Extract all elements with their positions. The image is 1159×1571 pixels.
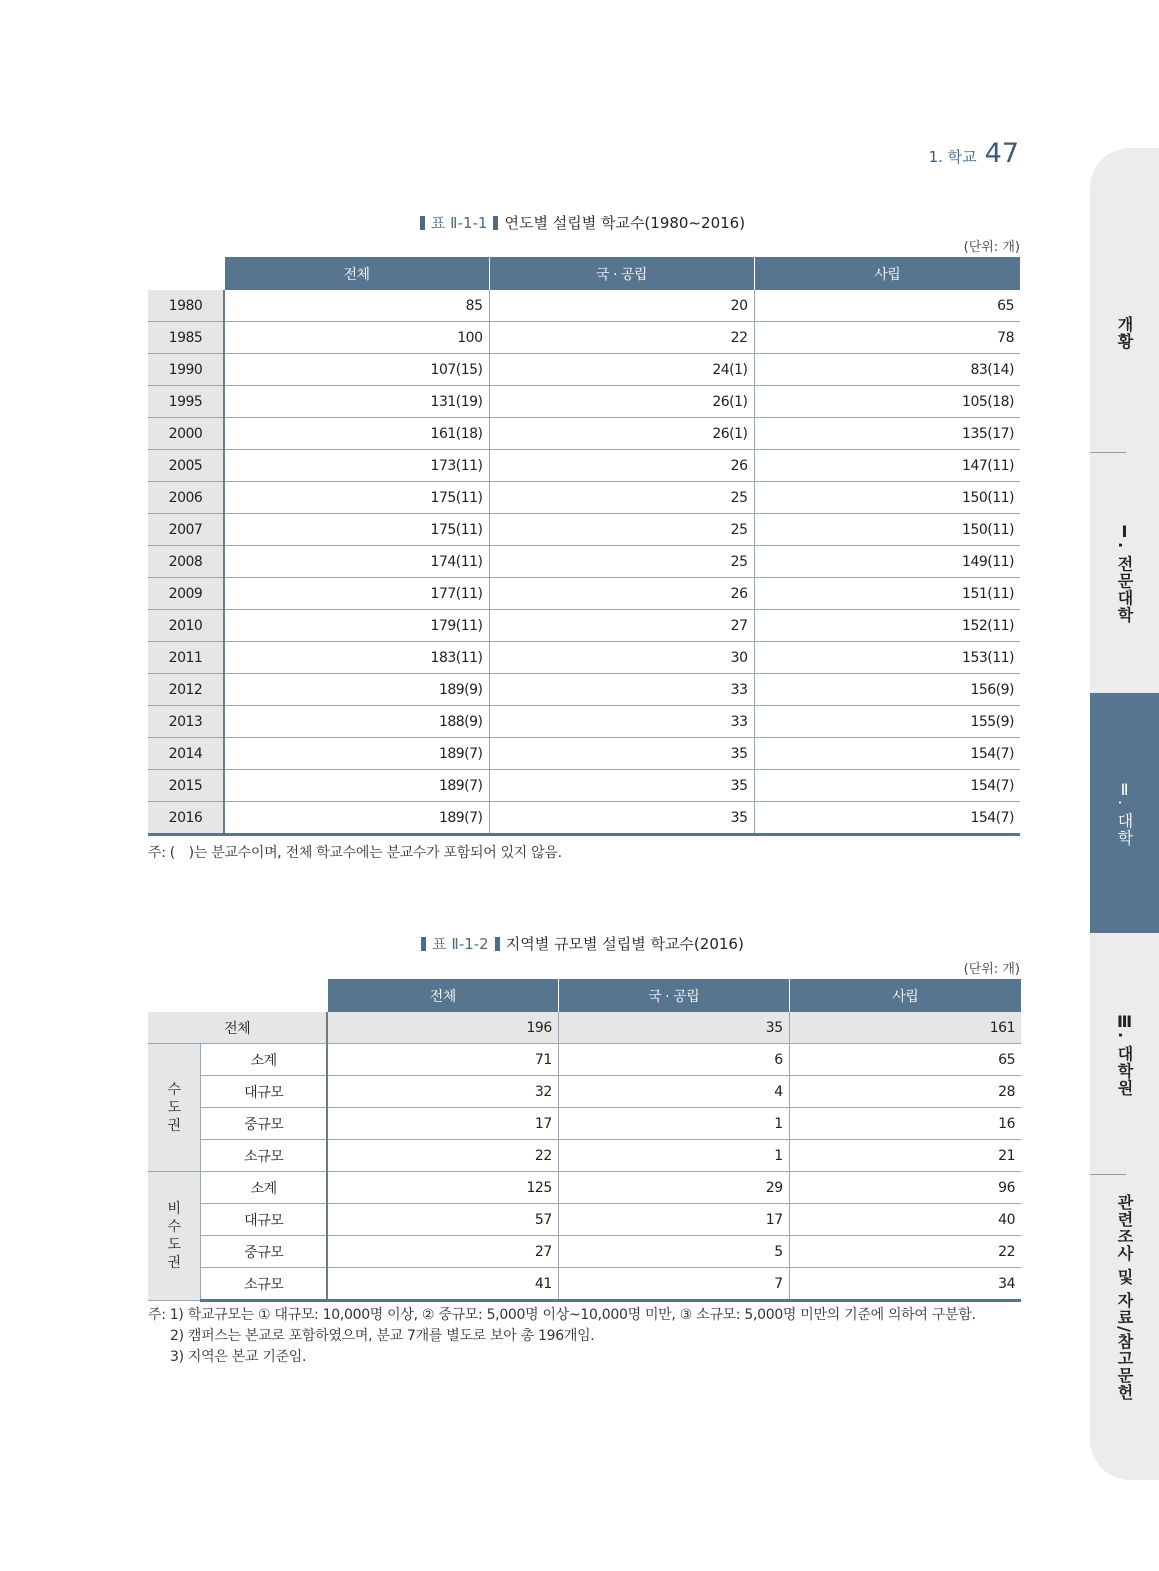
region-label: 비수도권 <box>148 1172 200 1301</box>
table-row <box>148 290 1020 322</box>
value-cell: 71 <box>327 1044 558 1076</box>
value-cell: 24(1) <box>489 354 754 386</box>
table-row <box>148 450 1020 482</box>
year-cell: 2000 <box>148 418 224 450</box>
value-cell: 150(11) <box>754 482 1020 514</box>
table-row <box>148 1204 1021 1236</box>
value-cell: 156(9) <box>754 674 1020 706</box>
value-cell: 65 <box>789 1044 1021 1076</box>
value-cell: 34 <box>789 1268 1021 1301</box>
side-tab-references[interactable]: 관련조사 및 자료/참고문헌 <box>1115 1193 1134 1401</box>
value-cell: 41 <box>327 1268 558 1301</box>
table-row <box>148 514 1020 546</box>
value-cell: 32 <box>327 1076 558 1108</box>
value-cell: 17 <box>327 1108 558 1140</box>
column-header: 전체 <box>327 979 558 1012</box>
table2-note-1: 주: 1) 학교규모는 ① 대규모: 10,000명 이상, ② 중규모: 5,000명 이상~10,000명 미만, ③ 소규모: 5,000명 미만의 기준에 의하여 구분함. <box>148 1307 976 1323</box>
table-row <box>148 386 1020 418</box>
table-row <box>148 1076 1021 1108</box>
value-cell: 78 <box>754 322 1020 354</box>
value-cell: 26 <box>489 578 754 610</box>
column-header: 사립 <box>754 257 1020 290</box>
size-label: 중규모 <box>200 1108 327 1140</box>
table2-caption <box>0 933 1159 954</box>
section-label: 1. 학교 <box>928 148 977 166</box>
value-cell: 175(11) <box>224 514 489 546</box>
value-cell: 27 <box>327 1236 558 1268</box>
year-cell: 2005 <box>148 450 224 482</box>
year-cell: 1990 <box>148 354 224 386</box>
value-cell: 161 <box>789 1012 1021 1044</box>
table-row <box>148 482 1020 514</box>
value-cell: 150(11) <box>754 514 1020 546</box>
table1-note: 주: ( )는 분교수이며, 전체 학교수에는 분교수가 포함되어 있지 않음. <box>148 845 562 861</box>
value-cell: 105(18) <box>754 386 1020 418</box>
value-cell: 152(11) <box>754 610 1020 642</box>
table-row <box>148 674 1020 706</box>
value-cell: 107(15) <box>224 354 489 386</box>
value-cell: 1 <box>558 1140 789 1172</box>
value-cell: 30 <box>489 642 754 674</box>
table2-label: 표 Ⅱ-1-2 <box>432 935 489 953</box>
value-cell: 16 <box>789 1108 1021 1140</box>
year-cell: 2013 <box>148 706 224 738</box>
table-row <box>148 1140 1021 1172</box>
table2-unit: (단위: 개) <box>963 962 1020 977</box>
size-label: 소계 <box>200 1044 327 1076</box>
year-cell: 2006 <box>148 482 224 514</box>
size-label: 대규모 <box>200 1076 327 1108</box>
size-label: 소규모 <box>200 1140 327 1172</box>
year-cell: 2008 <box>148 546 224 578</box>
table2-note-3: 3) 지역은 본교 기준임. <box>170 1349 307 1365</box>
value-cell: 149(11) <box>754 546 1020 578</box>
value-cell: 4 <box>558 1076 789 1108</box>
table-row <box>148 418 1020 450</box>
side-tab-overview[interactable]: 개황 <box>1115 316 1134 350</box>
value-cell: 179(11) <box>224 610 489 642</box>
value-cell: 174(11) <box>224 546 489 578</box>
value-cell: 29 <box>558 1172 789 1204</box>
table1-label: 표 Ⅱ-1-1 <box>430 214 488 232</box>
year-cell: 2012 <box>148 674 224 706</box>
value-cell: 7 <box>558 1268 789 1301</box>
table-row <box>148 354 1020 386</box>
value-cell: 147(11) <box>754 450 1020 482</box>
year-cell: 1995 <box>148 386 224 418</box>
value-cell: 173(11) <box>224 450 489 482</box>
side-tab-university[interactable]: Ⅱ. 대학 <box>1090 693 1159 933</box>
value-cell: 35 <box>489 802 754 835</box>
value-cell: 125 <box>327 1172 558 1204</box>
value-cell: 40 <box>789 1204 1021 1236</box>
value-cell: 20 <box>489 290 754 322</box>
value-cell: 175(11) <box>224 482 489 514</box>
year-cell: 2010 <box>148 610 224 642</box>
value-cell: 25 <box>489 546 754 578</box>
column-header: 사립 <box>789 979 1021 1012</box>
table-row <box>148 642 1020 674</box>
value-cell: 22 <box>327 1140 558 1172</box>
value-cell: 22 <box>489 322 754 354</box>
table-row <box>148 610 1020 642</box>
value-cell: 196 <box>327 1012 558 1044</box>
value-cell: 131(19) <box>224 386 489 418</box>
table1-caption <box>0 212 1159 233</box>
year-cell: 2015 <box>148 770 224 802</box>
year-cell: 1985 <box>148 322 224 354</box>
table-row <box>148 1172 1021 1204</box>
value-cell: 26(1) <box>489 386 754 418</box>
year-cell: 2009 <box>148 578 224 610</box>
table1 <box>148 257 1020 836</box>
value-cell: 85 <box>224 290 489 322</box>
column-header: 국 · 공립 <box>489 257 754 290</box>
value-cell: 28 <box>789 1076 1021 1108</box>
value-cell: 100 <box>224 322 489 354</box>
value-cell: 26 <box>489 450 754 482</box>
value-cell: 27 <box>489 610 754 642</box>
page-number: 47 <box>984 138 1019 169</box>
value-cell: 151(11) <box>754 578 1020 610</box>
table-row <box>148 706 1020 738</box>
value-cell: 17 <box>558 1204 789 1236</box>
value-cell: 189(7) <box>224 770 489 802</box>
side-tab-junior-college[interactable]: Ⅰ. 전문대학 <box>1115 522 1134 624</box>
region-label: 수도권 <box>148 1044 200 1172</box>
table-row <box>148 738 1020 770</box>
size-label: 중규모 <box>200 1236 327 1268</box>
year-cell: 1980 <box>148 290 224 322</box>
table-row <box>148 322 1020 354</box>
value-cell: 35 <box>489 770 754 802</box>
value-cell: 188(9) <box>224 706 489 738</box>
value-cell: 6 <box>558 1044 789 1076</box>
value-cell: 96 <box>789 1172 1021 1204</box>
value-cell: 26(1) <box>489 418 754 450</box>
side-tab-graduate-school[interactable]: Ⅲ. 대학원 <box>1115 1011 1134 1097</box>
year-cell: 2014 <box>148 738 224 770</box>
value-cell: 177(11) <box>224 578 489 610</box>
value-cell: 189(7) <box>224 802 489 835</box>
table-row <box>148 770 1020 802</box>
table2-title: 지역별 규모별 설립별 학교수(2016) <box>505 935 744 953</box>
value-cell: 35 <box>489 738 754 770</box>
table-row <box>148 578 1020 610</box>
value-cell: 154(7) <box>754 770 1020 802</box>
table-row <box>148 1044 1021 1076</box>
year-cell: 2007 <box>148 514 224 546</box>
value-cell: 154(7) <box>754 738 1020 770</box>
table2-note-2: 2) 캠퍼스는 본교로 포함하였으며, 분교 7개를 별도로 보아 총 196개임. <box>170 1328 595 1344</box>
value-cell: 25 <box>489 514 754 546</box>
table1-unit: (단위: 개) <box>963 240 1020 255</box>
value-cell: 35 <box>558 1012 789 1044</box>
value-cell: 5 <box>558 1236 789 1268</box>
value-cell: 155(9) <box>754 706 1020 738</box>
table-row <box>148 802 1020 835</box>
value-cell: 154(7) <box>754 802 1020 835</box>
value-cell: 153(11) <box>754 642 1020 674</box>
total-label: 전체 <box>148 1012 327 1044</box>
value-cell: 183(11) <box>224 642 489 674</box>
table2-header-row <box>148 979 1021 1012</box>
table2-notes <box>148 1305 976 1368</box>
size-label: 소계 <box>200 1172 327 1204</box>
table-row <box>148 1268 1021 1301</box>
value-cell: 189(7) <box>224 738 489 770</box>
size-label: 대규모 <box>200 1204 327 1236</box>
value-cell: 1 <box>558 1108 789 1140</box>
table1-header-row <box>148 257 1020 290</box>
column-header: 전체 <box>224 257 489 290</box>
value-cell: 57 <box>327 1204 558 1236</box>
table-row <box>148 1108 1021 1140</box>
size-label: 소규모 <box>200 1268 327 1301</box>
value-cell: 33 <box>489 706 754 738</box>
table-row <box>148 546 1020 578</box>
column-header: 국 · 공립 <box>558 979 789 1012</box>
year-cell: 2011 <box>148 642 224 674</box>
value-cell: 83(14) <box>754 354 1020 386</box>
table2 <box>148 979 1021 1302</box>
running-header <box>929 138 1019 169</box>
value-cell: 65 <box>754 290 1020 322</box>
value-cell: 135(17) <box>754 418 1020 450</box>
value-cell: 22 <box>789 1236 1021 1268</box>
value-cell: 189(9) <box>224 674 489 706</box>
year-cell: 2016 <box>148 802 224 835</box>
value-cell: 33 <box>489 674 754 706</box>
total-row <box>148 1012 1021 1044</box>
value-cell: 161(18) <box>224 418 489 450</box>
table1-title: 연도별 설립별 학교수(1980~2016) <box>504 214 746 232</box>
table-row <box>148 1236 1021 1268</box>
value-cell: 21 <box>789 1140 1021 1172</box>
value-cell: 25 <box>489 482 754 514</box>
